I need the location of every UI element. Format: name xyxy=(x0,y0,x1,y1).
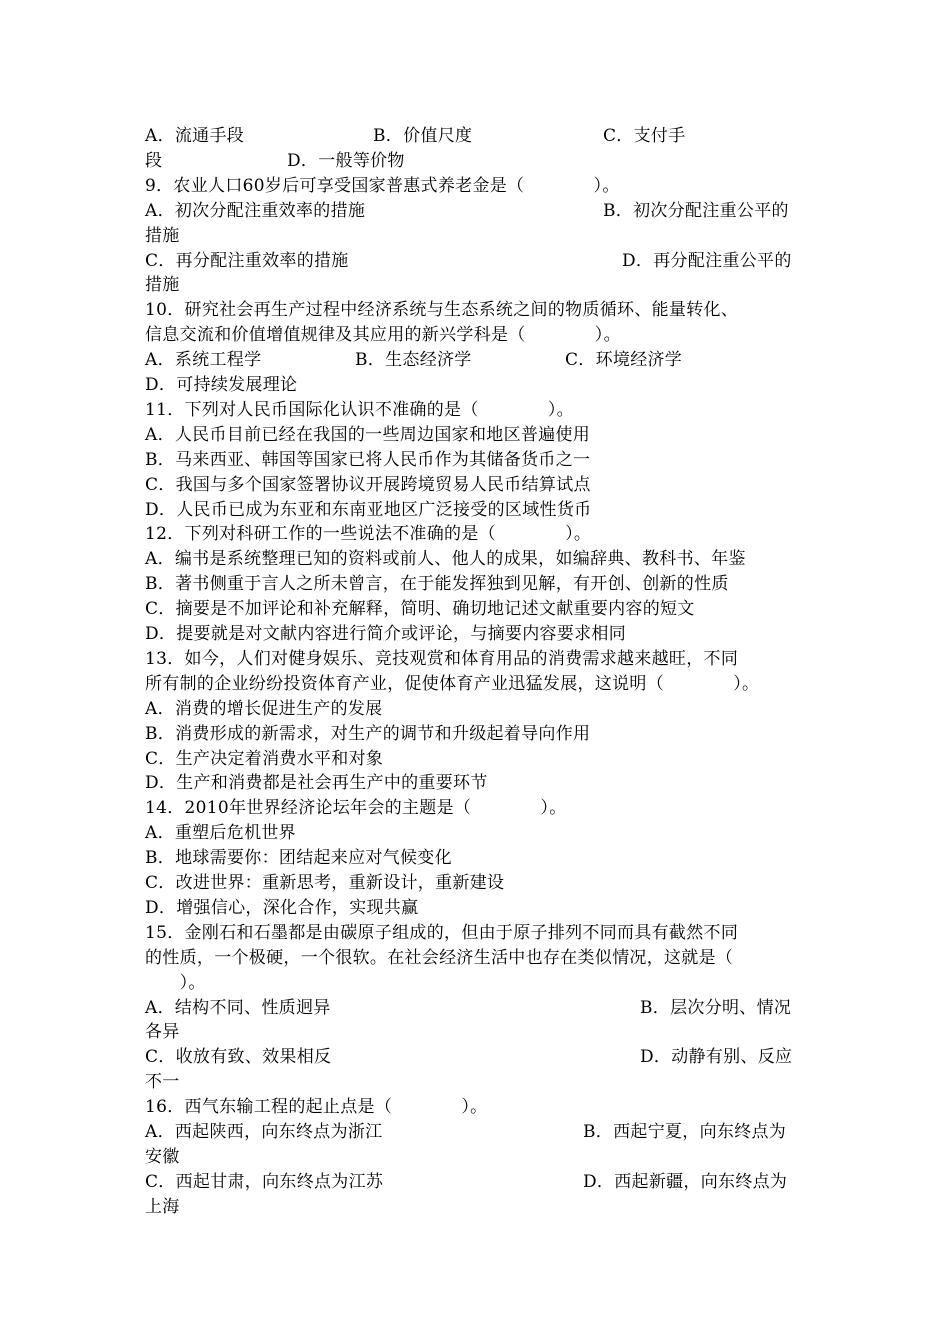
option-text: A．流通手段 xyxy=(145,126,245,146)
line-text: 10．研究社会再生产过程中经济系统与生态系统之间的物质循环、能量转化、 xyxy=(145,300,739,321)
line-text: 上海 xyxy=(145,1196,180,1217)
text-line xyxy=(0,522,950,547)
text-line xyxy=(0,547,950,572)
text-line xyxy=(0,249,950,274)
option-text: D．西起新疆，向东终点为 xyxy=(583,1171,788,1192)
text-line xyxy=(0,149,950,174)
line-text: 所有制的企业纷纷投资体育产业，促使体育产业迅猛发展，这说明（ ）。 xyxy=(145,673,760,694)
line-text: 13．如今，人们对健身娱乐、竞技观赏和体育用品的消费需求越来越旺，不同 xyxy=(145,648,739,669)
line-text: A．编书是系统整理已知的资料或前人、他人的成果，如编辞典、教科书、年鉴 xyxy=(145,549,746,570)
text-line xyxy=(0,124,950,149)
text-line xyxy=(0,672,950,697)
line-text: D．可持续发展理论 xyxy=(145,375,298,395)
text-line xyxy=(0,448,950,473)
line-text: ）。 xyxy=(145,972,206,993)
option-text: B．西起宁夏，向东终点为 xyxy=(583,1122,787,1142)
line-text: C．生产决定着消费水平和对象 xyxy=(145,748,384,769)
line-text: C．改进世界：重新思考，重新设计，重新建设 xyxy=(145,873,505,893)
option-text: D．再分配注重公平的 xyxy=(622,250,792,271)
line-text: B．消费形成的新需求，对生产的调节和升级起着导向作用 xyxy=(145,723,591,744)
option-text: D．一般等价物 xyxy=(287,150,405,171)
line-text: 措施 xyxy=(145,275,180,296)
text-line xyxy=(0,174,950,199)
text-line xyxy=(0,1045,950,1070)
text-line xyxy=(0,647,950,672)
text-line xyxy=(0,224,950,249)
text-line xyxy=(0,597,950,622)
text-line xyxy=(0,373,950,398)
line-text: 15．金刚石和石墨都是由碳原子组成的，但由于原子排列不同而具有截然不同 xyxy=(145,922,739,943)
option-text: C．环境经济学 xyxy=(565,350,683,371)
line-text: 各异 xyxy=(145,1022,180,1043)
option-text: A．初次分配注重效率的措施 xyxy=(145,200,366,221)
text-line xyxy=(0,747,950,772)
line-text: C．我国与多个国家签署协议开展跨境贸易人民币结算试点 xyxy=(145,474,591,495)
text-line xyxy=(0,871,950,896)
option-text: B．生态经济学 xyxy=(355,350,472,371)
text-line xyxy=(0,946,950,971)
option-text: C．支付手 xyxy=(603,126,686,146)
line-text: 11．下列对人民币国际化认识不准确的是（ ）。 xyxy=(145,399,574,420)
line-text: 的性质，一个极硬，一个很软。在社会经济生活中也存在类似情况，这就是（ xyxy=(145,947,734,968)
line-text: 信息交流和价值增值规律及其应用的新兴学科是（ ）。 xyxy=(145,325,621,346)
option-text: B．层次分明、情况 xyxy=(640,997,792,1018)
text-line xyxy=(0,323,950,348)
line-text: B．著书侧重于言人之所未曾言，在于能发挥独到见解，有开创、创新的性质 xyxy=(145,574,729,595)
option-text: 段 xyxy=(145,150,163,171)
text-line xyxy=(0,896,950,921)
line-text: D．增强信心，深化合作，实现共赢 xyxy=(145,897,419,918)
option-text: C．西起甘肃，向东终点为江苏 xyxy=(145,1171,384,1192)
line-text: 14．2010年世界经济论坛年会的主题是（ ）。 xyxy=(145,798,567,819)
option-text: A．西起陕西，向东终点为浙江 xyxy=(145,1122,383,1142)
text-line xyxy=(0,1195,950,1220)
text-line xyxy=(0,273,950,298)
text-line xyxy=(0,298,950,323)
text-line xyxy=(0,921,950,946)
text-line xyxy=(0,722,950,747)
text-line xyxy=(0,821,950,846)
text-line xyxy=(0,1095,950,1120)
line-text: 安徽 xyxy=(145,1146,180,1167)
text-line xyxy=(0,473,950,498)
text-line xyxy=(0,572,950,597)
text-line xyxy=(0,1070,950,1095)
option-text: C．收放有致、效果相反 xyxy=(145,1047,332,1068)
option-text: C．再分配注重效率的措施 xyxy=(145,250,349,271)
text-line xyxy=(0,1120,950,1145)
text-line xyxy=(0,199,950,224)
line-text: A．重塑后危机世界 xyxy=(145,823,296,844)
line-text: 16．西气东输工程的起止点是（ ）。 xyxy=(145,1097,488,1118)
text-line xyxy=(0,348,950,373)
text-line xyxy=(0,622,950,647)
line-text: B．地球需要你：团结起来应对气候变化 xyxy=(145,848,452,869)
text-line xyxy=(0,1020,950,1045)
line-text: D．人民币已成为东亚和东南亚地区广泛接受的区域性货币 xyxy=(145,499,592,520)
line-text: C．摘要是不加评论和补充解释，简明、确切地记述文献重要内容的短文 xyxy=(145,599,695,620)
option-text: A．结构不同、性质迥异 xyxy=(145,997,331,1018)
option-text: D．动静有别、反应 xyxy=(640,1047,793,1068)
line-text: A．人民币目前已经在我国的一些周边国家和地区普遍使用 xyxy=(145,424,591,445)
text-line xyxy=(0,697,950,722)
option-text: B．价值尺度 xyxy=(373,126,473,146)
line-text: D．生产和消费都是社会再生产中的重要环节 xyxy=(145,773,488,794)
option-text: B．初次分配注重公平的 xyxy=(603,200,789,221)
line-text: 不一 xyxy=(145,1072,180,1093)
line-text: A．消费的增长促进生产的发展 xyxy=(145,698,383,719)
text-line xyxy=(0,398,950,423)
line-text: 12．下列对科研工作的一些说法不准确的是（ ）。 xyxy=(145,524,592,545)
text-line xyxy=(0,796,950,821)
text-line xyxy=(0,971,950,996)
line-text: B．马来西亚、韩国等国家已将人民币作为其储备货币之一 xyxy=(145,449,591,470)
option-text: A．系统工程学 xyxy=(145,350,262,371)
line-text: 9．农业人口60岁后可享受国家普惠式养老金是（ ）。 xyxy=(145,175,620,196)
line-text: 措施 xyxy=(145,225,180,246)
text-line xyxy=(0,1145,950,1170)
text-line xyxy=(0,423,950,448)
text-line xyxy=(0,846,950,871)
text-line xyxy=(0,1170,950,1195)
text-line xyxy=(0,498,950,523)
text-line xyxy=(0,996,950,1021)
line-text: D．提要就是对文献内容进行简介或评论，与摘要内容要求相同 xyxy=(145,624,627,644)
text-line xyxy=(0,771,950,796)
